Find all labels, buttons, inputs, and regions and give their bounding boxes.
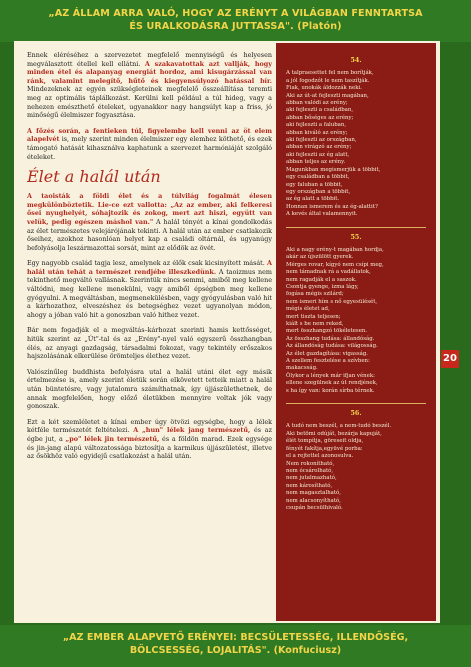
poem-number-56: 56.: [350, 409, 362, 418]
paragraph-3: [27, 192, 272, 252]
poem-line: A talpraesettet fel nem borítják,: [286, 70, 374, 77]
main-article: [27, 51, 272, 621]
poem-line: Nem rokonítható,: [286, 460, 335, 467]
poem-line: Fiak, unokák áldozzák neki.: [286, 85, 362, 92]
poem-line: nem magasztalható,: [286, 490, 341, 497]
poem-line: abban kiváló az erény;: [286, 129, 348, 136]
poem-line: nem támadnak rá a vadállatok,: [286, 269, 371, 276]
poem-line: Ölykor a lények már ifjan vének:: [286, 372, 375, 379]
poem-line: nem jutalmazható,: [286, 475, 337, 482]
highlight-run: A halál után tehát a természet rendjébe illeszkedünk.: [27, 259, 272, 276]
poem-line: nem ragadják el a saszok.: [286, 276, 357, 283]
poem-line: nem károsítható,: [286, 482, 333, 489]
poem-line: mert tiszta teljesen;: [286, 313, 341, 320]
text-run: A halál tényét a kínai gondolkodás az élet természetes velejárójának tekinti. A halál után az ember csatlakozik őseihez, azokhoz hasonlóan helyet kap a családi oltárnál, és ugyanúgy befolyásolja leszármazottai sorsát, mint az elődök az övét.: [27, 217, 272, 252]
top-quote-line-1: „AZ ÁLLAM ARRA VALÓ, HOGY AZ ERÉNYT A VILÁGBAN FENNTARTSA: [48, 8, 423, 19]
poem-line: abban virágzó az erény;: [286, 144, 352, 151]
poem-line: Honnan ismerem és az ég-alattit?: [286, 203, 378, 210]
poem-line: nem alacsonyítható,: [286, 497, 341, 504]
highlight-run: A „hun" lélek jang természetű,: [133, 426, 251, 435]
poem-line: Aki az út-at fejleszti magában,: [286, 92, 369, 99]
poem-line: A tudó nem beszél, a nem-tudó beszél.: [286, 423, 392, 430]
poem-line: csupán becsülhivaló.: [286, 504, 343, 511]
bottom-quote-line-1: „AZ EMBER ALAPVETŐ ERÉNYEI: BECSÜLETESSÉG, ILLENDŐSÉG,: [62, 632, 409, 643]
poem-line: egy országban a többit,: [286, 188, 351, 195]
poem-line: Az állandóság tudása: világosság.: [286, 343, 378, 350]
poem-line: ellene szegülnek az út rendjének,: [286, 380, 378, 387]
bottom-quote-banner: [0, 625, 471, 667]
paragraph-5: Bár nem fogadják el a megváltás–kárhozat szerinti hamis kettősséget, hitük szerint az „Út"-tal és az „Erény"-nyel való egyszerű összhangban élés, az anyagi gazdagság, társadalmi fokozat, vagy tekintély erőszakos hajszolásának elkerülése örömteljes élethez vezet.: [27, 326, 272, 361]
highlight-run: A főzés során, a fentieken túl, figyelembe kell venni az öt elem alapelvét: [27, 126, 272, 144]
text-run: Mindezeknek az egyén szükségleteinek megfelelő összeállítása teremti meg az optimális táplálkozást. Kerülni kell például a túl hideg, vagy a nehezen emészthető ételeket, ugyanakkor nagy hangsúlyt kap a friss, jó minőségű élelmiszer fogyasztása.: [27, 85, 272, 120]
poem-line: egy faluban a többit,: [286, 181, 343, 188]
page-number: 20: [441, 350, 459, 368]
poem-line: Az élet gazdagítása: vigasság.: [286, 350, 369, 357]
text-run: és az égbe jut, a: [27, 426, 272, 443]
text-run: és a földön marad. Ezek egysége és jin-jang alapú változatossága biztosítja a karmikus újjászületést, illetve az ősökhöz való egyidejű csatlakozást a halál után.: [27, 434, 272, 461]
poem-line: az ég alatt a többit.: [286, 196, 340, 203]
poem-line: aki fejleszti a családban,: [286, 107, 354, 114]
page-content: [14, 41, 440, 623]
bottom-quote-line-2: BÖLCSESSÉG, LOJALITÁS". (Konfuciusz): [129, 645, 342, 656]
poem-line: egy családban a többit,: [286, 174, 350, 181]
paragraph-6: Valószínűleg buddhista befolyásra utal a halál utáni élet egy másik értelmezése is, amely szerint életük során elkövetett tetteik miatt a halál után büntetésre, vagy jutalomra számíthatnak, így újjászülethetnek, de annak megfelelően, hogy előző életükben mennyire voltak jók vagy gonoszak.: [27, 367, 272, 411]
poem-stanza-54: [286, 70, 426, 218]
poem-line: mert összhangzó tökéletesen.: [286, 328, 368, 335]
poem-line: nem ismeri hím s nő egyesülését,: [286, 298, 378, 305]
poem-line: kiált s be nem reked,: [286, 321, 344, 327]
poem-line: fényét fakítja,együvé porba:: [286, 445, 363, 452]
section-heading: Élet a halál után: [27, 167, 161, 187]
poem-line: Aki a nagy erény-t magában hordja,: [286, 246, 384, 253]
poem-line: Magunkban megismerjük a többit,: [286, 166, 381, 173]
poem-line: s ha így van: korán sírba térnek.: [286, 387, 375, 394]
poem-line: makacsság.: [286, 365, 318, 372]
poem-stanza-55: [286, 247, 426, 395]
paragraph-4: [27, 259, 272, 319]
poem-line: Az összhang tudása: állandóság.: [286, 335, 375, 342]
text-run: A taoizmus nem tekinthető megváltó vallásnak. Szerintük nincs semmi, amiből meg kellene váltódni, meg kellene menekülni, vagy amiből épségben meg kellene gyógyulni. A megváltásban, megmenekülésben, vagy gyógyulásban való hit a kárhozathoz, elveszéshez és betegséghez vezet ugyanolyan módon, ahogy a jóban való hit a gonoszban való hithez vezet.: [27, 267, 272, 319]
poem-line: nem ócsárolható,: [286, 467, 334, 474]
poem-line: Mérges rovar, kígyó nem csípi meg,: [286, 261, 384, 268]
text-run: Egy nagyobb család tagja lesz, amelynek az élők csak kicsinyített mását.: [27, 259, 268, 268]
poem-divider: [286, 403, 426, 404]
poem-sidebar: [276, 43, 436, 621]
top-quote-banner: [0, 0, 471, 42]
paragraph-7: [27, 418, 272, 461]
poem-line: Aki betömi odúját, bezárja kapuját,: [286, 430, 382, 437]
poem-line: mégis életet ad,: [286, 306, 330, 313]
poem-line: el a rejtettel azonosulva.: [286, 453, 354, 460]
text-run: Ezt a két szemléletet a kínai ember úgy ötvözi egységbe, hogy a lélek kétféle természetét feltételezi.: [27, 417, 272, 435]
highlight-run: A szakavatottak azt vallják, hogy minden étel és alapanyag energiát hordoz, ami kisugárzással van ránk, valamint melegítő, hűtő és kiegyensúlyozó hatással bír.: [27, 59, 272, 85]
poem-line: abban valódi az erény;: [286, 100, 348, 107]
poem-line: fogása mégis szilárd;: [286, 291, 344, 298]
paragraph-2: [27, 127, 272, 161]
poem-line: élét tompítja, göreseit oldja,: [286, 438, 364, 445]
poem-line: akár az újszülött gyerek.: [286, 254, 354, 261]
text-run: is, mely szerint minden élelmiszer egy elemhez köthető, és ezek támogató hatását kihasználva kaphatunk a szervezet harmóniáját szolgáló ételeket.: [27, 135, 272, 161]
poem-number-54: 54.: [350, 56, 362, 64]
text-run: Ennek eléréséhez a szervezetet megfelelő mennyiségű és helyesen megválasztott étellel kell ellátni.: [27, 51, 272, 68]
poem-line: aki fejleszti a faluban,: [286, 122, 347, 129]
poem-line: aki fejleszti az ég alatt,: [286, 151, 350, 158]
poem-line: Csontja gyenge, izma lágy,: [286, 283, 359, 290]
top-quote-line-2: ÉS URALKODÁSRA JUTTASSA". (Platón): [129, 21, 342, 32]
poem-number-55: 55.: [350, 232, 362, 241]
poem-line: aki fejleszti az országban,: [286, 137, 357, 144]
poem-stanza-56: [286, 423, 426, 512]
poem-divider: [286, 227, 426, 228]
poem-line: a jól fogodzót le nem taszítják.: [286, 77, 370, 84]
highlight-run: A taoisták a földi élet és a túlvilág fogalmát élesen megkülönböztetik. Lie-ce ezt vallotta: „Az az ember, aki felkeresi ősei nyughelyét, sóhajtozik és zokog, mert azt hiszi, együtt van velük, pedig egészen máshol van.": [27, 192, 272, 226]
highlight-run: „po" lélek jin természetű,: [65, 434, 160, 443]
poem-line: A szellem fesztelése a szívben:: [286, 358, 370, 365]
poem-line: A kevés által valamennyit.: [286, 211, 358, 218]
paragraph-1: [27, 51, 272, 120]
poem-line: abban teljes az erény.: [286, 159, 346, 166]
poem-line: abban bőséges az erény;: [286, 114, 354, 121]
